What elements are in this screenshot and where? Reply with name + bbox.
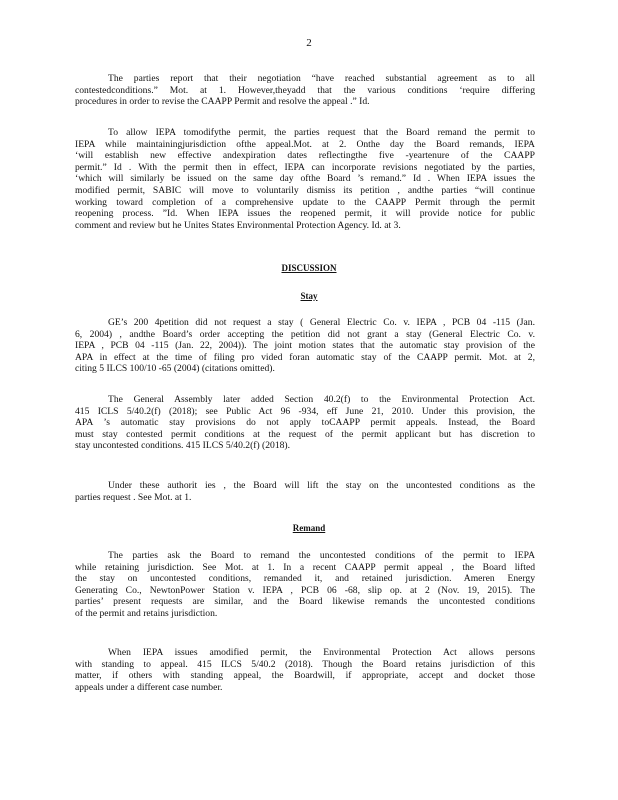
paragraph-remand	[75, 550, 535, 620]
text-line: 415 ICLS 5/40.2(f) (2018); see Public Act 96 -934, eff June 21, 2010. Under this provision, the	[75, 405, 535, 417]
text-line: citing 5 ILCS 100/10 -65 (2004) (citations omitted).	[75, 363, 275, 375]
paragraph-ge-petition	[75, 317, 535, 375]
text-line: permit.” Id . With the permit then in effect, IEPA can incorporate revisions negotiated by the parties,	[75, 161, 535, 173]
paragraph-lift-stay	[75, 480, 535, 503]
text-line: the stay on uncontested conditions, remanded it, and retained jurisdiction. Ameren Energy	[75, 573, 535, 585]
text-line: while retaining jurisdiction. See Mot. at 1. In a recent CAAPP permit appeal , the Board lifted	[75, 561, 535, 573]
heading-stay: Stay	[300, 291, 318, 301]
paragraph-modified-permit	[75, 647, 535, 693]
text-line: parties request . See Mot. at 1.	[75, 491, 192, 503]
text-line: working toward completion of a comprehensive update to the CAAPP Permit through the permit	[75, 196, 535, 208]
text-line: APA ’s automatic stay provisions do not apply toCAAPP permit appeals. Instead, the Board	[75, 417, 535, 429]
text-line: IEPA , PCB 04 -115 (Jan. 22, 2004)). The joint motion states that the automatic stay provision of the	[75, 340, 535, 352]
text-line: The parties ask the Board to remand the uncontested conditions of the permit to IEPA	[108, 550, 535, 561]
text-line: appeals under a different case number.	[75, 681, 223, 693]
text-line: comment and review but he Unites States Environmental Protection Agency. Id. at 3.	[75, 219, 401, 231]
text-line: 6, 2004) , andthe Board’s order accepting the petition did not grant a stay (General Electric Co. v.	[75, 328, 535, 340]
page-number: 2	[306, 37, 312, 49]
text-line: Under these authorit ies , the Board will lift the stay on the uncontested conditions as the	[108, 480, 535, 491]
text-line: procedures in order to revise the CAAPP Permit and resolve the appeal .” Id.	[75, 96, 370, 108]
text-line: with standing to appeal. 415 ILCS 5/40.2 (2018). Though the Board retains jurisdiction of this	[75, 658, 535, 670]
text-line: ‘which will similarly be issued on the same day ofthe Board ’s remand.” Id . When IEPA issues the	[75, 173, 535, 185]
text-line: To allow IEPA tomodifythe permit, the parties request that the Board remand the permit to	[108, 127, 535, 138]
paragraph-general-assembly	[75, 394, 535, 452]
text-line: The parties report that their negotiation “have reached substantial agreement as to all	[108, 73, 535, 84]
text-line: matter, if others with standing appeal, the Boardwill, if appropriate, accept and docket those	[75, 670, 535, 682]
text-line: modified permit, SABIC will move to voluntarily dismiss its petition , andthe parties “will continue	[75, 184, 535, 196]
text-line: stay uncontested conditions. 415 ILCS 5/40.2(f) (2018).	[75, 440, 291, 452]
text-line: parties’ present requests are similar, and the Board likewise remands the uncontested conditions	[75, 596, 535, 608]
text-line: ‘will establish new effective andexpiration dates reflectingthe five -yeartenure of the CAAPP	[75, 150, 535, 162]
text-line: IEPA while maintainingjurisdiction ofthe appeal.Mot. at 2. Onthe day the Board remands, IEPA	[75, 138, 535, 150]
text-line: of the permit and retains jurisdiction.	[75, 607, 218, 619]
text-line: GE’s 200 4petition did not request a stay ( General Electric Co. v. IEPA , PCB 04 -115 (Jan.	[108, 317, 535, 328]
text-line: Generating Co., NewtonPower Station v. IEPA , PCB 06 -68, slip op. at 2 (Nov. 19, 2015). The	[75, 584, 535, 596]
text-line: must stay contested permit conditions at the request of the permit applicant but has discretion to	[75, 428, 535, 440]
heading-discussion: DISCUSSION	[281, 263, 337, 273]
text-line: contestedconditions.” Mot. at 1. However,theyadd that the various conditions ‘require differing	[75, 84, 535, 96]
text-line: reopening process. ”Id. When IEPA issues the reopened permit, it will provide notice for public	[75, 208, 535, 220]
paragraph-remand-request	[75, 127, 535, 231]
text-line: The General Assembly later added Section 40.2(f) to the Environmental Protection Act.	[108, 394, 535, 405]
heading-remand: Remand	[292, 523, 326, 533]
text-line: When IEPA issues amodified permit, the Environmental Protection Act allows persons	[108, 647, 535, 658]
text-line: APA in effect at the time of filing pro vided foran automatic stay of the CAAPP permit. Mot. at 2,	[75, 351, 535, 363]
paragraph-negotiation	[75, 73, 535, 108]
